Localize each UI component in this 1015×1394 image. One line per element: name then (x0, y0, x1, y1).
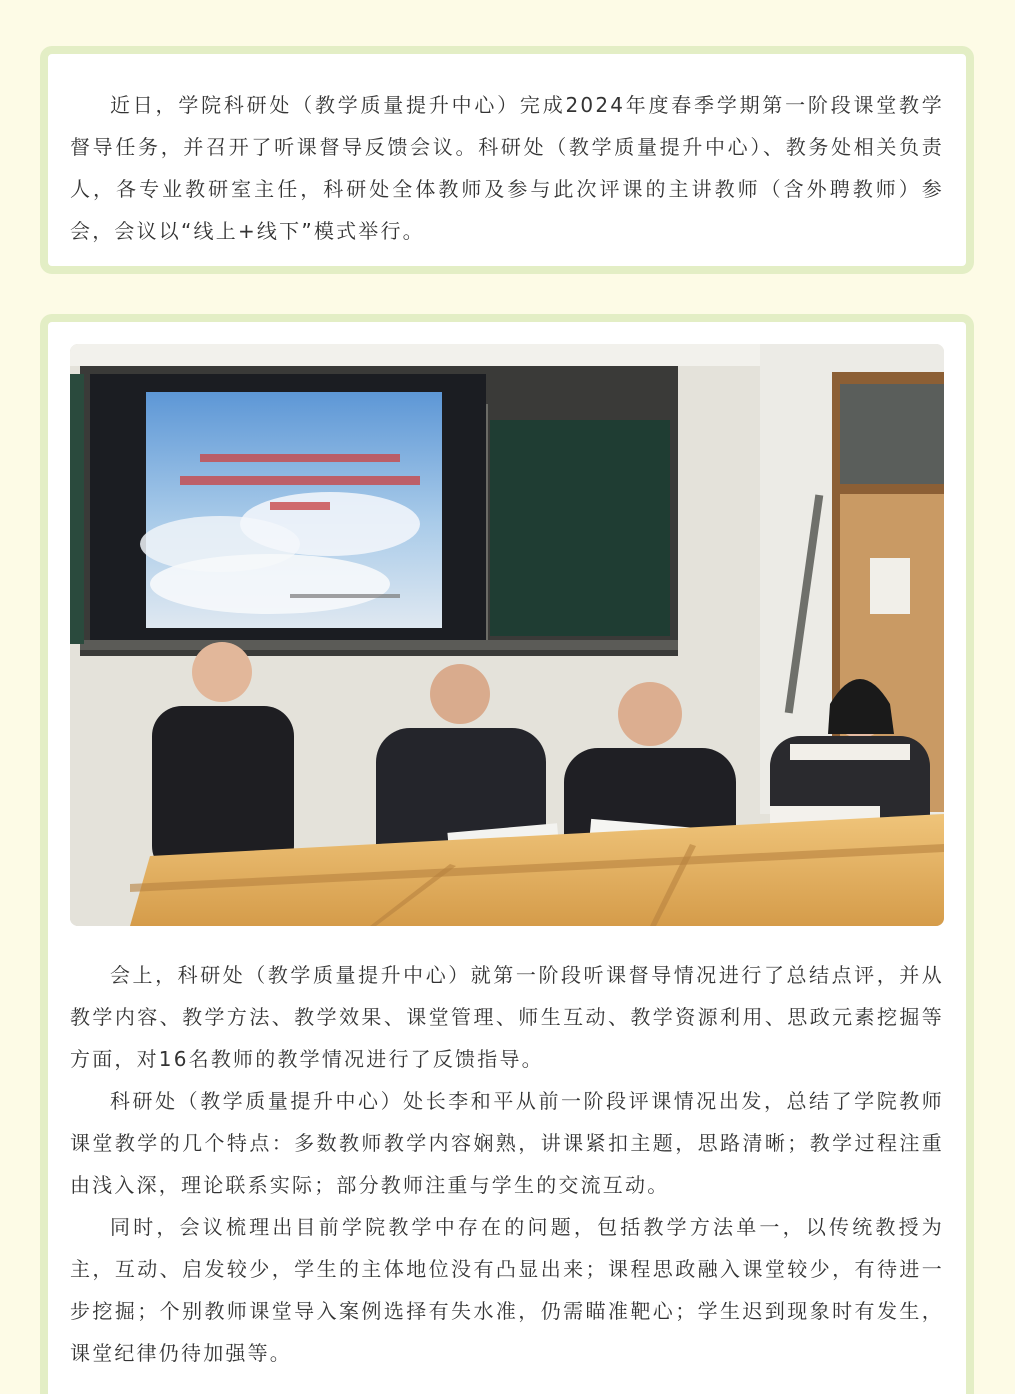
body-paragraph-2: 科研处（教学质量提升中心）处长李和平从前一阶段评课情况出发，总结了学院教师课堂教学的几个特点：多数教师教学内容娴熟，讲课紧扣主题，思路清晰；教学过程注重由浅入深，理论联系实际；部分教师注重与学生的交流互动。 (70, 1089, 944, 1197)
intro-card (40, 46, 974, 274)
intro-paragraph: 近日，学院科研处（教学质量提升中心）完成2024年度春季学期第一阶段课堂教学督导任务，并召开了听课督导反馈会议。科研处（教学质量提升中心）、教务处相关负责人，各专业教研室主任，科研处全体教师及参与此次评课的主讲教师（含外聘教师）参会，会议以“线上+线下”模式举行。 (70, 93, 944, 243)
intro-text-block (70, 84, 944, 252)
meeting-photo (70, 344, 944, 926)
body-text-block (70, 954, 944, 1374)
content-card (40, 314, 974, 1394)
body-paragraph-3: 同时，会议梳理出目前学院教学中存在的问题，包括教学方法单一，以传统教授为主，互动、启发较少，学生的主体地位没有凸显出来；课程思政融入课堂较少，有待进一步挖掘；个别教师课堂导入案例选择有失水准，仍需瞄准靶心；学生迟到现象时有发生，课堂纪律仍待加强等。 (70, 1215, 944, 1365)
body-paragraph-1: 会上，科研处（教学质量提升中心）就第一阶段听课督导情况进行了总结点评，并从教学内容、教学方法、教学效果、课堂管理、师生互动、教学资源利用、思政元素挖掘等方面，对16名教师的教学情况进行了反馈指导。 (70, 963, 944, 1071)
